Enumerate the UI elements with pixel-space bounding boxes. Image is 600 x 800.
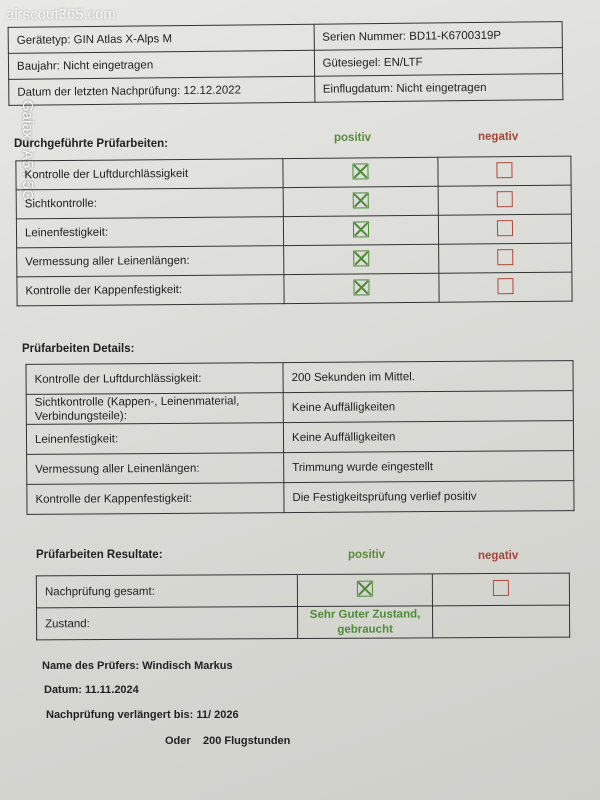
datum: Datum: 11.11.2024 bbox=[44, 684, 139, 696]
resultate-table bbox=[36, 573, 570, 641]
details-table bbox=[25, 360, 574, 515]
verlaengert-bis: Nachprüfung verlängert bis: 11/ 2026 bbox=[46, 709, 239, 721]
row-label: Vermessung aller Leinenlängen: bbox=[17, 246, 284, 277]
section1-title: Durchgeführte Prüfarbeiten: bbox=[14, 138, 168, 150]
empty-box-icon bbox=[497, 278, 513, 294]
serien-nummer-cell: Serien Nummer: BD11-K6700319P bbox=[314, 22, 563, 51]
checked-box-icon bbox=[357, 581, 373, 597]
guetesiegel-cell: Gütesiegel: EN/LTF bbox=[314, 48, 563, 77]
header-table bbox=[8, 21, 564, 106]
baujahr-cell: Baujahr: Nicht eingetragen bbox=[8, 50, 314, 79]
row-label: Leinenfestigkeit: bbox=[26, 423, 283, 455]
table-row bbox=[37, 605, 570, 640]
oder-label: Oder bbox=[165, 735, 191, 747]
empty-box-icon bbox=[496, 162, 512, 178]
zustand-line2: gebraucht bbox=[337, 623, 393, 636]
flugstunden: 200 Flugstunden bbox=[203, 735, 291, 747]
row-label: Kontrolle der Luftdurchlässigkeit: bbox=[26, 363, 283, 395]
row-label: Vermessung aller Leinenlängen: bbox=[27, 453, 284, 485]
row-value: Trimmung wurde eingestellt bbox=[284, 451, 574, 483]
einflugdatum-cell: Einflugdatum: Nicht eingetragen bbox=[314, 74, 563, 103]
table-row bbox=[36, 573, 569, 608]
pruefer-name: Name des Prüfers: Windisch Markus bbox=[42, 660, 233, 672]
checked-box-icon bbox=[353, 221, 369, 237]
table-row bbox=[27, 481, 574, 515]
row-label: Kontrolle der Kappenfestigkeit: bbox=[17, 275, 284, 306]
checked-box-icon bbox=[353, 250, 369, 266]
section1-positive-header: positiv bbox=[334, 132, 372, 144]
table-row bbox=[17, 272, 572, 306]
checked-box-icon bbox=[353, 279, 369, 295]
empty-box-icon bbox=[497, 249, 513, 265]
row-label: Leinenfestigkeit: bbox=[16, 217, 283, 248]
row-value: 200 Sekunden im Mittel. bbox=[283, 361, 573, 393]
row-value: Die Festigkeitsprüfung verlief positiv bbox=[284, 481, 574, 513]
row-label: Sichtkontrolle: bbox=[16, 188, 283, 219]
row-label: Kontrolle der Luftdurchlässigkeit bbox=[16, 159, 283, 190]
zustand-line1: Sehr Guter Zustand, bbox=[309, 607, 421, 621]
geraetetyp-cell: Gerätetyp: GIN Atlas X-Alps M bbox=[8, 24, 314, 53]
row-label: Kontrolle der Kappenfestigkeit: bbox=[27, 483, 284, 515]
empty-box-icon bbox=[497, 191, 513, 207]
table-row bbox=[27, 451, 574, 485]
pruefarbeiten-table bbox=[15, 156, 572, 307]
row-value: Keine Auffälligkeiten bbox=[283, 391, 573, 423]
table-row bbox=[26, 361, 573, 395]
section3-positive-header: positiv bbox=[348, 549, 386, 561]
section1-negative-header: negativ bbox=[478, 131, 519, 143]
phone-model-tag: Galaxy A54 5G bbox=[19, 100, 36, 201]
row-label: Zustand: bbox=[37, 607, 298, 640]
empty-box-icon bbox=[497, 220, 513, 236]
section3-negative-header: negativ bbox=[478, 550, 519, 562]
table-row bbox=[26, 421, 573, 455]
zustand-value bbox=[298, 606, 433, 639]
row-label: Sichtkontrolle (Kappen-, Leinenmaterial, Verbindungsteile): bbox=[26, 393, 283, 425]
watermark: airscout365.com bbox=[6, 6, 117, 23]
table-row bbox=[26, 391, 573, 425]
checked-box-icon bbox=[353, 192, 369, 208]
empty-box-icon bbox=[493, 580, 509, 596]
row-label: Nachprüfung gesamt: bbox=[36, 575, 297, 608]
row-value: Keine Auffälligkeiten bbox=[283, 421, 573, 453]
checked-box-icon bbox=[352, 163, 368, 179]
section2-title: Prüfarbeiten Details: bbox=[22, 343, 135, 355]
datum-pruefung-cell: Datum der letzten Nachprüfung: 12.12.2022 bbox=[9, 76, 315, 105]
section3-title: Prüfarbeiten Resultate: bbox=[36, 549, 163, 561]
